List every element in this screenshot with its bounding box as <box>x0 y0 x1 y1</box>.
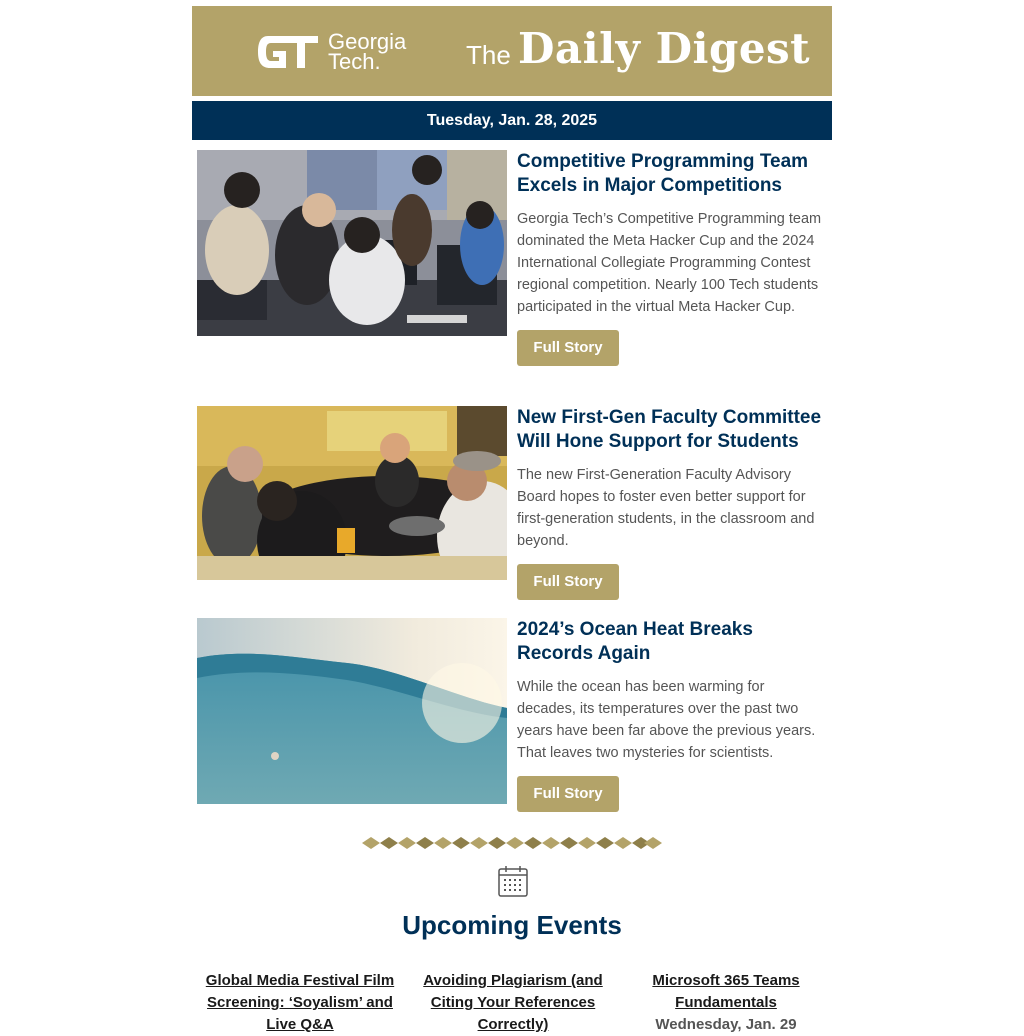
photo-group-at-round-table-icon <box>197 406 507 580</box>
story-text <box>517 150 827 366</box>
diamond-divider-icon <box>362 835 662 851</box>
photo-students-at-computers-icon <box>197 150 507 336</box>
story-image-programming[interactable] <box>197 150 507 336</box>
event-link[interactable]: Avoiding Plagiarism (and Citing Your References Correctly) <box>423 972 603 1033</box>
logo-text-tech: Tech. <box>328 49 381 74</box>
event-link[interactable]: Microsoft 365 Teams Fundamentals <box>652 972 800 1011</box>
event-item <box>200 970 400 1036</box>
event-item <box>413 970 613 1036</box>
georgia-tech-logo[interactable] <box>256 28 406 76</box>
photo-ocean-surface-icon <box>197 618 507 804</box>
story-summary: The new First-Generation Faculty Advisory Board hopes to foster even better support for first-generation students, in the classroom and beyond. <box>517 467 815 549</box>
story-text <box>517 406 827 600</box>
title-prefix: The <box>466 40 511 70</box>
story-text <box>517 618 827 812</box>
newsletter-title: Daily Digest <box>518 24 811 73</box>
story-summary: Georgia Tech’s Competitive Programming team dominated the Meta Hacker Cup and the 2024 International Collegiate Programming Contest regional competition. Nearly 100 Tech students participated in the virtual Meta Hacker Cup. <box>517 211 822 315</box>
story-image-ocean[interactable] <box>197 618 507 804</box>
story-title[interactable]: 2024’s Ocean Heat Breaks Records Again <box>517 619 753 664</box>
events-heading: Upcoming Events <box>402 910 622 940</box>
story-title[interactable]: New First-Gen Faculty Committee Will Hone Support for Students <box>517 407 822 452</box>
story-image-faculty[interactable] <box>197 406 507 580</box>
logo-wordmark <box>328 29 407 74</box>
event-date: Wednesday, Jan. 29 <box>655 1016 797 1033</box>
story-title[interactable]: Competitive Programming Team Excels in Major Competitions <box>517 151 809 196</box>
masthead <box>192 6 832 96</box>
story-summary: While the ocean has been warming for decades, its temperatures over the past two years have been far above the previous years. That leaves two mysteries for scientists. <box>517 679 816 761</box>
event-item <box>626 970 826 1036</box>
full-story-button[interactable]: Full Story <box>517 330 619 366</box>
newsletter <box>192 6 832 1033</box>
diamond-divider <box>362 835 662 856</box>
calendar-icon <box>498 865 528 902</box>
full-story-button[interactable]: Full Story <box>517 564 619 600</box>
full-story-button[interactable]: Full Story <box>517 776 619 812</box>
date-bar: Tuesday, Jan. 28, 2025 <box>192 101 832 140</box>
logo-text-georgia: Georgia <box>328 29 407 54</box>
gt-monogram-icon <box>256 30 320 74</box>
event-link[interactable]: Global Media Festival Film Screening: ‘Soyalism’ and Live Q&A <box>205 972 395 1033</box>
